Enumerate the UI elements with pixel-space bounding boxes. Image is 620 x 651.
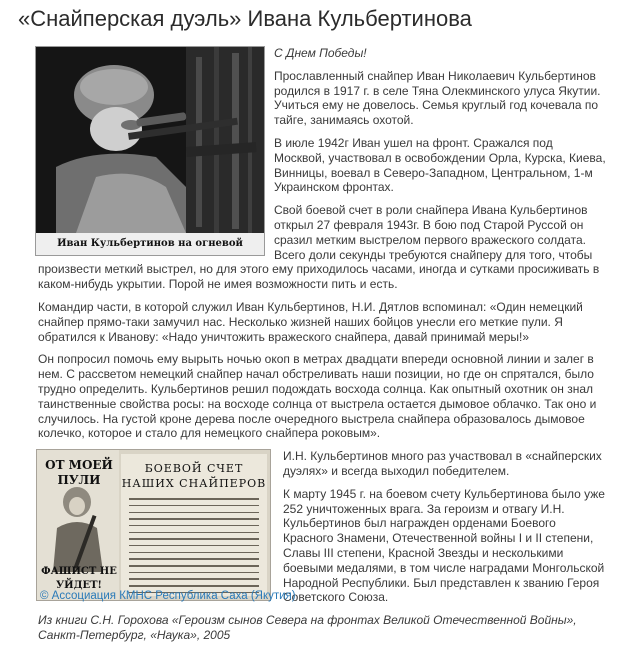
news-title-1: БОЕВОЙ СЧЕТ bbox=[144, 462, 244, 476]
photo-caption: Иван Кульбертинов на огневой bbox=[36, 233, 264, 255]
war-poster bbox=[37, 450, 119, 600]
sniper-photo-scene bbox=[36, 47, 264, 233]
poster-soldier-figure bbox=[47, 484, 111, 572]
poster-top-text: ОТ МОЕЙ ПУЛИ bbox=[45, 458, 113, 487]
poster-bottom-text: ФАШИСТ НЕ УЙДЕТ! bbox=[41, 565, 117, 592]
greeting: С Днем Победы! bbox=[274, 46, 367, 60]
page-title: «Снайперская дуэль» Ивана Кульбертинова bbox=[18, 6, 472, 31]
news-title-2: НАШИХ СНАЙПЕРОВ bbox=[121, 476, 267, 490]
article-body bbox=[38, 46, 606, 651]
paragraph-5: Он попросил помочь ему вырыть ночью окоп в метрах двадцати впереди основной линии и залег в нем. С рассветом немецкий снайпер начал обстреливать наши позиции, но где он спрятался, было трудно определить. Кульбертинов решил подождать восхода солнца. Как опытный охотник он знал таинственные свойства росы: на восходе солнца от выстрела остается дымовое облачко. Так оно и случилось. На густой кроне дерева после очередного выстрела снайпера образовалось дымовое колечко, которое и стало для немецкого снайпера роковым». bbox=[38, 352, 597, 441]
source-citation: Из книги С.Н. Горохова «Героизм сынов Севера на фронтах Великой Отечественной Войны», Санкт-Петербург, «Наука», 2005 bbox=[38, 613, 577, 642]
paragraph-7: К марту 1945 г. на боевом счету Кульбертинова было уже 252 уничтоженных врага. За героизм и отвагу И.Н. Кульбертинов был награжден орденами Боевого Красного Знамени, Отечественной войны I и II степени, Славы III степени, Красной Звезды и несколькими боевыми медалями, в том числе наградами Монгольской Народной Республики. Был представлен к званию Героя Советского Союза. bbox=[283, 486, 605, 605]
newspaper-clipping bbox=[36, 449, 271, 601]
news-score-table bbox=[121, 454, 267, 596]
copyright-link[interactable]: © Ассоциация КМНС Республика Саха (Якутия) bbox=[40, 590, 296, 602]
paragraph-6: И.Н. Кульбертинов много раз участвовал в «снайперских дуэлях» и всегда выходил победителем. bbox=[283, 449, 602, 478]
paragraph-4: Командир части, в которой служил Иван Кульбертинов, Н.И. Дятлов вспоминал: «Один немецкий снайпер прямо-таки замучил нас. Несколько жизней наших бойцов унесли его меткие пули. Я обратился к Иванову: «Надо уничтожить вражеского снайпера, давай принимай меры!» bbox=[38, 299, 583, 344]
paragraph-3: Свой боевой счет в роли снайпера Ивана Кульбертинов открыл 27 февраля 1943г. В бою под Старой Руссой он сразил метким выстрелом первого вражеского солдата. Всего доли секунды требуются снайперу для того, чтобы произвести меткий выстрел, но для этого ему приходилось часами, иногда и сутками просиживать в каком-нибудь укрытии. Порой не имея возможности пить и есть. bbox=[38, 203, 600, 292]
sniper-photo bbox=[35, 46, 265, 256]
news-list-lines bbox=[129, 498, 259, 598]
paragraph-2: В июле 1942г Иван ушел на фронт. Сражался под Москвой, участвовал в освобождении Орла, Курска, Киева, Винницы, воевал в Северо-Западном, Центральном, 1-м Украинском фронтах. bbox=[274, 135, 606, 195]
paragraph-1: Прославленный снайпер Иван Николаевич Кульбертинов родился в 1917 г. в селе Тяна Олекминского улуса Якутии. Учиться ему не довелось. Семья круглый год кочевала по тайге, занимаясь охотой. bbox=[274, 68, 601, 128]
